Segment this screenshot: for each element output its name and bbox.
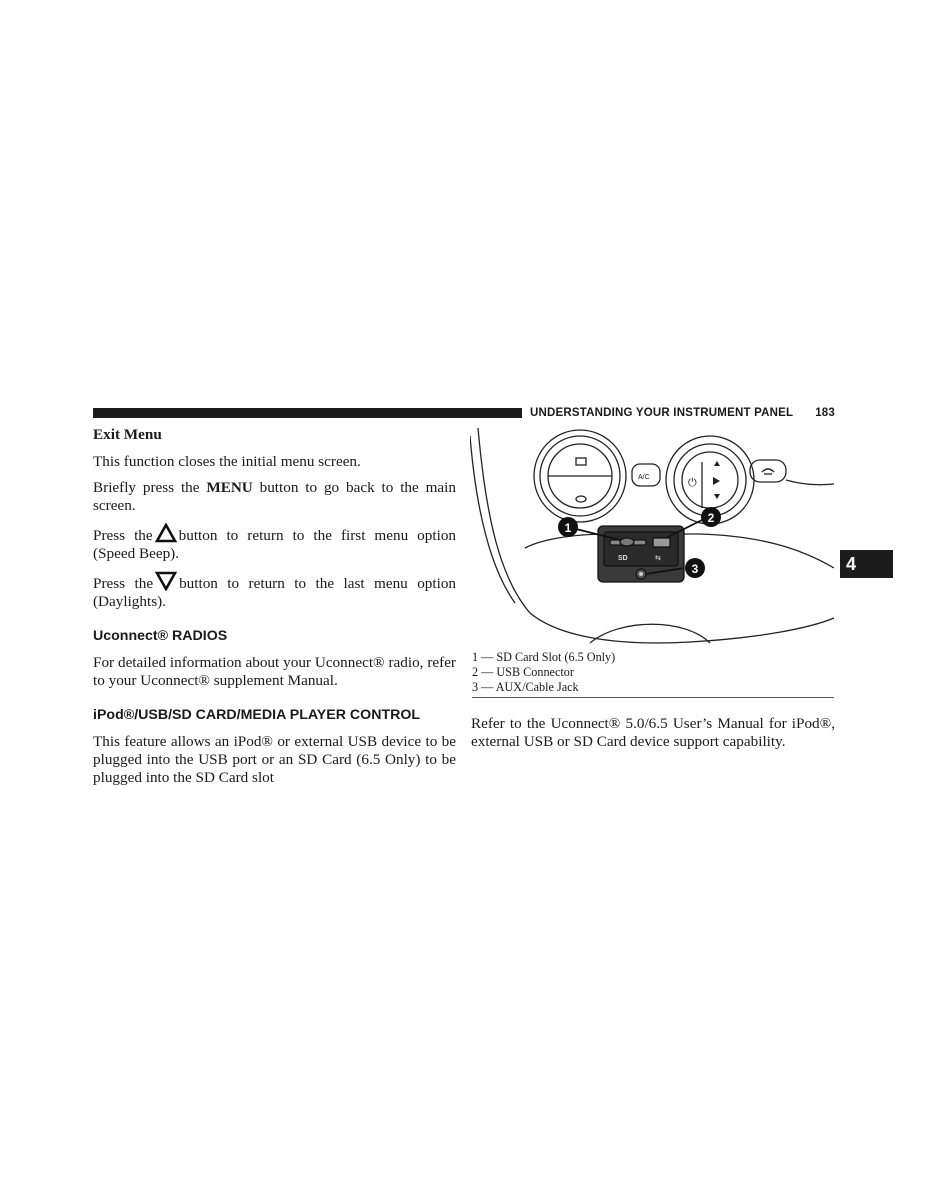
exit-menu-p3: Press the button to return to the first menu option (Speed Beep).: [93, 523, 456, 563]
support-note: Refer to the Uconnect® 5.0/6.5 User’s Manual for iPod®, external USB or SD Card device support capability.: [471, 715, 835, 750]
header-rule: [93, 408, 522, 418]
legend-divider: [472, 697, 834, 698]
svg-text:1: 1: [564, 521, 572, 535]
exit-menu-p2: Briefly press the MENU button to go back to the main screen.: [93, 479, 456, 514]
right-column: [471, 715, 835, 751]
exit-menu-heading: Exit Menu: [93, 426, 162, 443]
uconnect-heading: Uconnect® RADIOS: [93, 628, 228, 644]
down-triangle-icon: [155, 571, 177, 591]
svg-text:⇆: ⇆: [655, 554, 661, 562]
uconnect-text: For detailed information about your Uconnect® radio, refer to your Uconnect® supplement Manual.: [93, 654, 456, 689]
legend-item: 2 — USB Connector: [472, 665, 574, 679]
svg-text:2: 2: [707, 511, 715, 525]
ipod-text: This feature allows an iPod® or external USB device to be plugged into the USB port or an SD Card (6.5 Only) to be plugged into the SD Card slot: [93, 733, 456, 786]
running-header: [530, 405, 835, 421]
left-column: [93, 426, 456, 795]
menu-keyword: MENU: [206, 479, 253, 496]
ipod-heading: iPod®/USB/SD CARD/MEDIA PLAYER CONTROL: [93, 707, 421, 723]
media-ports-illustration: [470, 428, 834, 646]
exit-menu-p1: This function closes the initial menu screen.: [93, 453, 361, 470]
callout-3: [685, 558, 705, 578]
up-triangle-icon: [155, 523, 177, 543]
svg-text:3: 3: [691, 562, 699, 576]
callout-1: [558, 517, 578, 537]
page-number: 183: [815, 407, 835, 419]
ac-label: A/C: [638, 474, 650, 481]
figure-legend: [472, 650, 834, 695]
section-title: UNDERSTANDING YOUR INSTRUMENT PANEL: [530, 407, 794, 419]
svg-text:⏻: ⏻: [688, 476, 697, 489]
callout-2: [701, 507, 721, 527]
legend-item: 1 — SD Card Slot (6.5 Only): [472, 650, 616, 664]
legend-item: 3 — AUX/Cable Jack: [472, 680, 579, 694]
chapter-tab: 4: [840, 550, 893, 578]
exit-menu-p4: Press the button to return to the last menu option (Daylights).: [93, 571, 456, 611]
svg-text:SD: SD: [618, 555, 628, 562]
